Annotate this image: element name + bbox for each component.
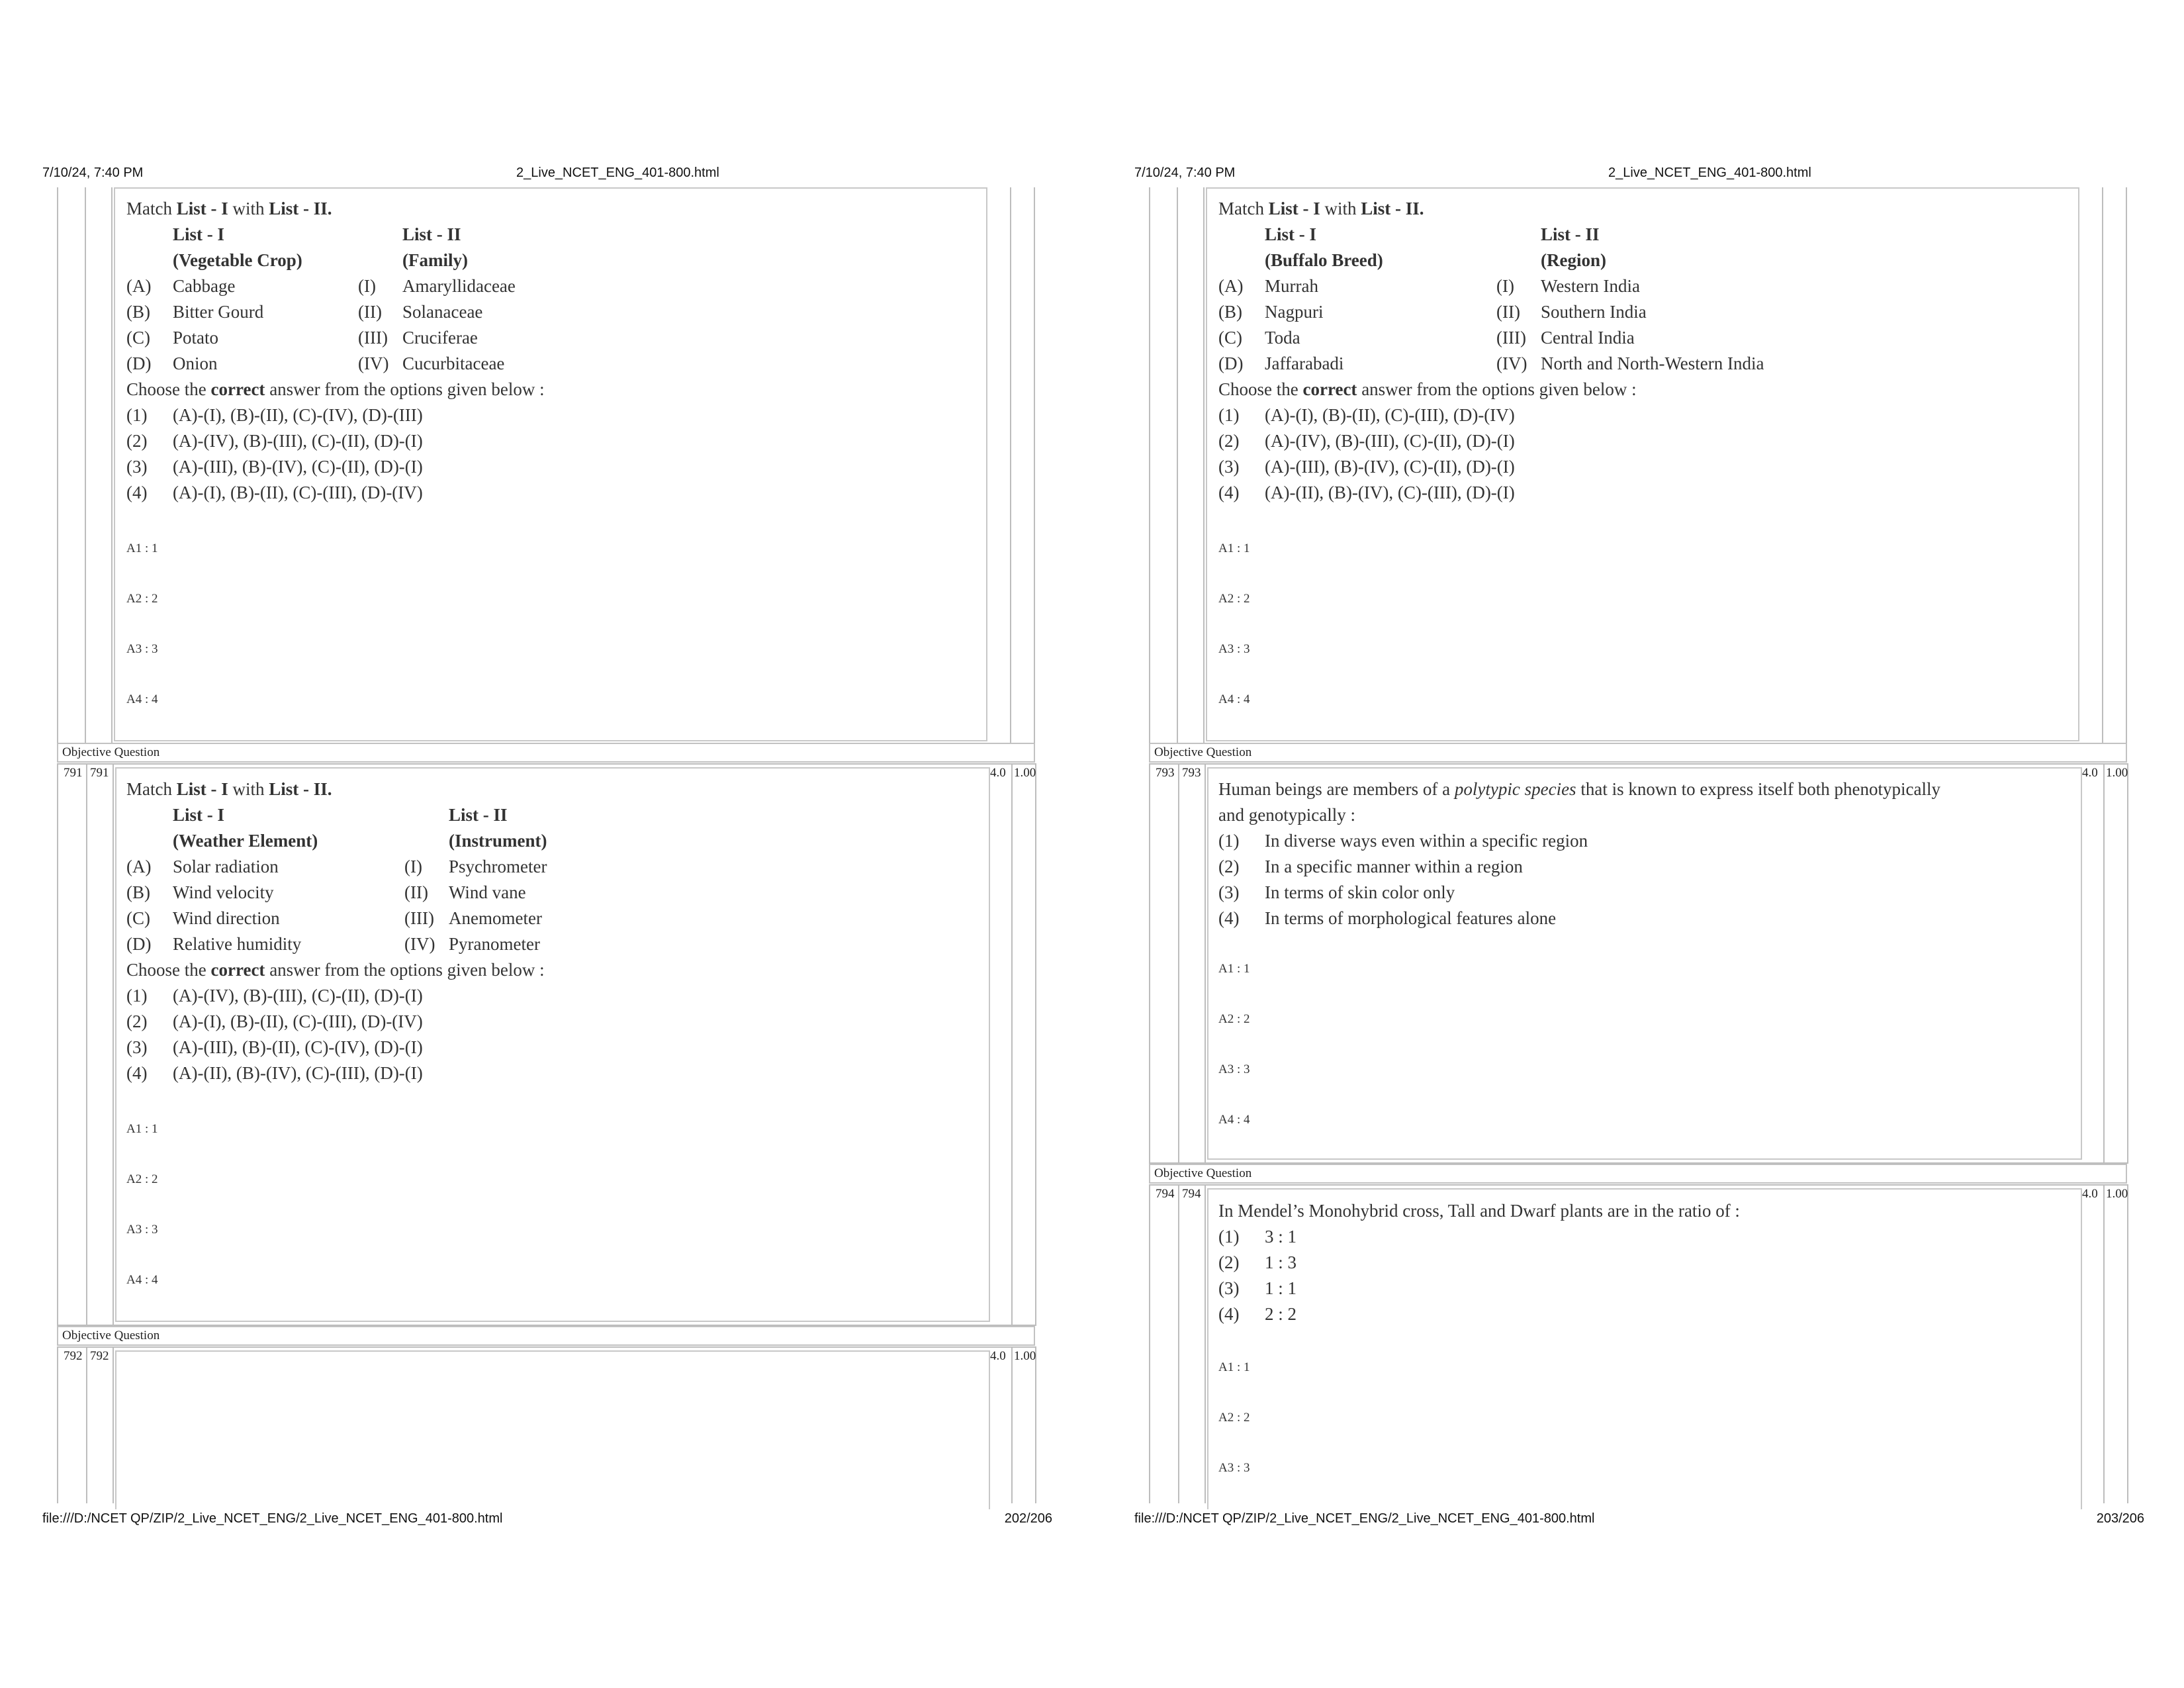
answer-key: A3 : 3: [1218, 642, 1250, 656]
question-793: Human beings are members of a polytypic species that is known to express itself both phenotypically and genotypically : (1) In diverse ways even within a specific region (2) In a specific manner within a region (3) In terms of skin color only (4) In terms of morphological features alone: [1218, 779, 1940, 928]
answer-key: A1 : 1: [1218, 541, 1250, 555]
serial-number: 792: [64, 1349, 83, 1363]
header-datetime: 7/10/24, 7:40 PM: [1134, 165, 1236, 180]
negative-marks: 1.00: [2106, 766, 2128, 780]
answer-key: A3 : 3: [126, 1223, 158, 1237]
answer-key: A4 : 4: [126, 692, 158, 706]
footer-path: file:///D:/NCET QP/ZIP/2_Live_NCET_ENG/2_Live_NCET_ENG_401-800.html: [42, 1511, 503, 1526]
answer-key: A2 : 2: [1218, 1012, 1250, 1026]
question-type-label: Objective Question: [57, 1326, 1035, 1346]
question-id: 793: [1182, 766, 1201, 780]
negative-marks: 1.00: [2106, 1187, 2128, 1201]
answer-key: A1 : 1: [126, 1122, 158, 1136]
serial-number: 791: [64, 766, 83, 780]
question-row-792: [57, 1346, 1036, 1503]
answer-key: A2 : 2: [1218, 592, 1250, 606]
marks: 4.0: [990, 766, 1006, 780]
header-title: 2_Live_NCET_ENG_401-800.html: [516, 165, 719, 180]
answer-key: A4 : 4: [126, 1273, 158, 1287]
answer-key: A4 : 4: [1218, 692, 1250, 706]
answer-key: A3 : 3: [1218, 1461, 1250, 1475]
answer-key: A2 : 2: [1218, 1411, 1250, 1425]
negative-marks: 1.00: [1014, 766, 1036, 780]
question-790: Match List - I with List - II. List - I List - II (Vegetable Crop) (Family) (A) Cabbage (I) Amaryllidaceae (B) Bitter Gourd (II) Solanaceae (C) Potato (III) Cruciferae (D) Onion (IV) Cucurbitaceae Choose the correct answer from the options given below : (1) (A)-(I), (B)-(II), (C)-(IV), (D)-(III) (2) (A)-(IV), (B)-(III), (C)-(II), (D)-(I) (3) (A)-(III), (B)-(IV), (C)-(II), (D)-(I) (4) (A)-(I), (B)-(II), (C)-(III), (D)-(IV): [126, 199, 545, 502]
marks: 4.0: [2082, 766, 2098, 780]
question-type-label: Objective Question: [57, 743, 1035, 763]
footer-page-number: 203/206: [2096, 1511, 2144, 1526]
question-id: 792: [90, 1349, 109, 1363]
serial-number: 794: [1156, 1187, 1175, 1201]
question-type-label: Objective Question: [1149, 1164, 2127, 1184]
question-id: 791: [90, 766, 109, 780]
serial-number: 793: [1156, 766, 1175, 780]
footer-page-number: 202/206: [1004, 1511, 1052, 1526]
question-id: 794: [1182, 1187, 1201, 1201]
marks: 4.0: [2082, 1187, 2098, 1201]
answer-key: A2 : 2: [126, 1172, 158, 1186]
answer-key: A4 : 4: [1218, 1113, 1250, 1127]
answer-key: A3 : 3: [126, 642, 158, 656]
answer-key: A1 : 1: [1218, 962, 1250, 976]
question-792: Match List - I with List - II. List - I List - II (Buffalo Breed) (Region) (A) Murrah (I) Western India (B) Nagpuri (II) Southern India (C) Toda (III) Central India (D) Jaffarabadi (IV) North and North-Western India Choose the correct answer from the options given below : (1) (A)-(I), (B)-(II), (C)-(III), (D)-(IV) (2) (A)-(IV), (B)-(III), (C)-(II), (D)-(I) (3) (A)-(III), (B)-(IV), (C)-(II), (D)-(I) (4) (A)-(II), (B)-(IV), (C)-(III), (D)-(I): [1218, 199, 1764, 502]
page-203: [1092, 0, 2184, 1688]
negative-marks: 1.00: [1014, 1349, 1036, 1363]
question-type-label: Objective Question: [1149, 743, 2127, 763]
answer-key: A3 : 3: [1218, 1062, 1250, 1076]
header-title: 2_Live_NCET_ENG_401-800.html: [1608, 165, 1811, 180]
answer-key: A2 : 2: [126, 592, 158, 606]
footer-path: file:///D:/NCET QP/ZIP/2_Live_NCET_ENG/2_Live_NCET_ENG_401-800.html: [1134, 1511, 1595, 1526]
question-794: In Mendel’s Monohybrid cross, Tall and Dwarf plants are in the ratio of : (1) 3 : 1 (2) 1 : 3 (3) 1 : 1 (4) 2 : 2: [1218, 1201, 1740, 1324]
marks: 4.0: [990, 1349, 1006, 1363]
answer-key: A1 : 1: [1218, 1360, 1250, 1374]
header-datetime: 7/10/24, 7:40 PM: [42, 165, 144, 180]
answer-key: A1 : 1: [126, 541, 158, 555]
question-791: Match List - I with List - II. List - I List - II (Weather Element) (Instrument) (A) Solar radiation (I) Psychrometer (B) Wind velocity (II) Wind vane (C) Wind direction (III) Anemometer (D) Relative humidity (IV) Pyranometer Choose the correct answer from the options given below : (1) (A)-(IV), (B)-(III), (C)-(II), (D)-(I) (2) (A)-(I), (B)-(II), (C)-(III), (D)-(IV) (3) (A)-(III), (B)-(II), (C)-(IV), (D)-(I) (4) (A)-(II), (B)-(IV), (C)-(III), (D)-(I): [126, 779, 547, 1083]
